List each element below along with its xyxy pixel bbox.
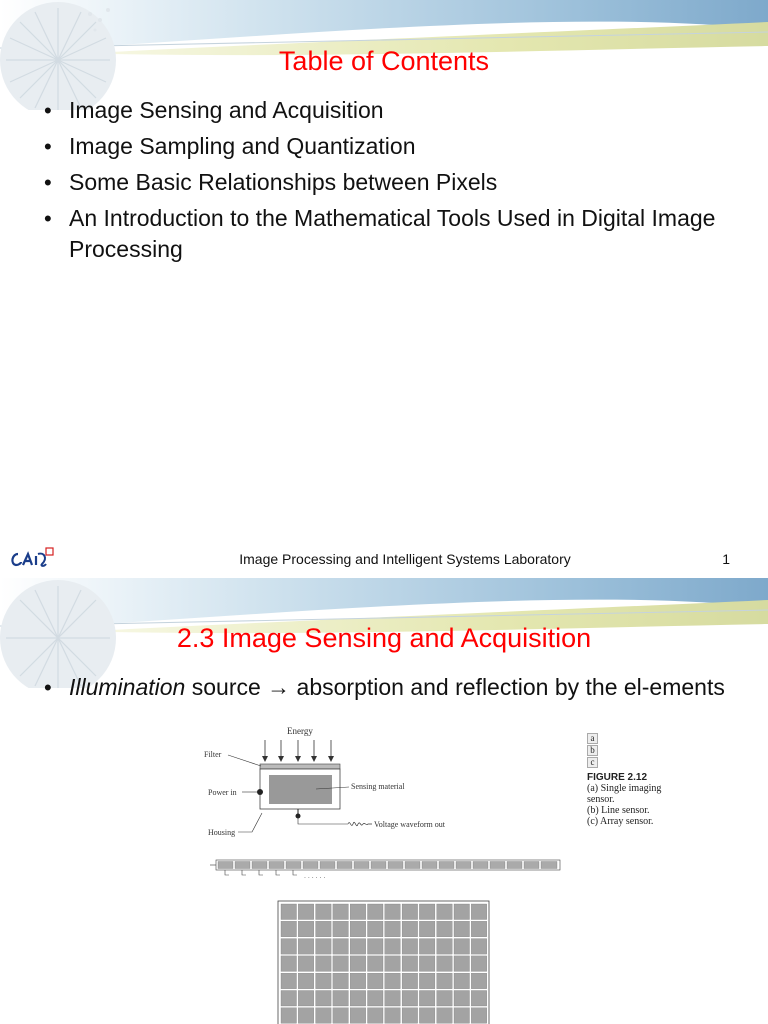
array-sensor-cell — [281, 939, 297, 955]
array-sensor-cell — [368, 973, 384, 989]
slide-footer — [0, 540, 768, 578]
array-sensor-cell — [316, 956, 332, 972]
bullet-emphasis: Illumination — [69, 674, 186, 700]
array-sensor-cell — [454, 973, 470, 989]
array-sensor-cell — [471, 921, 487, 937]
panel-label-c: c — [587, 757, 598, 768]
array-sensor-cell — [385, 904, 401, 920]
array-sensor-cell — [385, 1008, 401, 1024]
array-sensor-cell — [350, 973, 366, 989]
array-sensor-cell — [350, 991, 366, 1007]
array-sensor-cell — [471, 1008, 487, 1024]
bullet-text: source → absorption and reflection by the el-ements — [185, 674, 725, 700]
array-sensor-cell — [316, 904, 332, 920]
array-sensor-cell — [419, 956, 435, 972]
array-sensor-cell — [454, 904, 470, 920]
array-sensor-cell — [402, 1008, 418, 1024]
array-sensor-cell — [368, 1008, 384, 1024]
svg-text:. . . . . .: . . . . . . — [304, 873, 326, 880]
array-sensor-cell — [419, 991, 435, 1007]
array-sensor-cell — [298, 904, 314, 920]
array-sensor-cell — [402, 956, 418, 972]
bullet-item — [44, 672, 744, 703]
array-sensor-cell — [471, 904, 487, 920]
array-sensor-cell — [454, 939, 470, 955]
array-sensor-cell — [419, 973, 435, 989]
array-sensor-cell — [368, 956, 384, 972]
array-sensor-cell — [281, 991, 297, 1007]
array-sensor-cell — [471, 939, 487, 955]
panel-label-a: a — [587, 733, 598, 744]
array-sensor-cell — [350, 956, 366, 972]
array-sensor-cell — [281, 956, 297, 972]
toc-item: • Image Sampling and Quantization — [44, 131, 744, 162]
array-sensor-cell — [316, 921, 332, 937]
voltage-label: Voltage waveform out — [374, 820, 445, 829]
toc-item: • Image Sensing and Acquisition — [44, 95, 744, 126]
array-sensor-cell — [402, 921, 418, 937]
figure-number: FIGURE 2.12 — [587, 772, 648, 783]
array-sensor-cell — [333, 904, 349, 920]
array-sensor-cell — [419, 1008, 435, 1024]
array-sensor-cell — [333, 921, 349, 937]
slide-2 — [0, 578, 768, 1024]
array-sensor-cell — [281, 921, 297, 937]
array-sensor-cell — [454, 1008, 470, 1024]
sensor-figure — [200, 723, 570, 1024]
caption-a: (a) Single imaging sensor. — [587, 783, 662, 805]
caption-c: (c) Array sensor. — [587, 816, 654, 827]
array-sensor-cell — [368, 991, 384, 1007]
figure-caption — [587, 733, 677, 827]
array-sensor-cell — [437, 991, 453, 1007]
page-number: 1 — [722, 551, 730, 567]
array-sensor-cell — [368, 904, 384, 920]
housing-label: Housing — [208, 828, 236, 837]
array-sensor-cell — [316, 939, 332, 955]
array-sensor-cell — [316, 1008, 332, 1024]
array-sensor-cell — [385, 939, 401, 955]
toc-list — [44, 95, 744, 270]
panel-label-b: b — [587, 745, 598, 756]
array-sensor-cell — [385, 921, 401, 937]
array-sensor-cell — [437, 1008, 453, 1024]
array-sensor-cell — [333, 939, 349, 955]
array-sensor-cell — [368, 921, 384, 937]
array-sensor-cell — [298, 939, 314, 955]
array-sensor-cell — [333, 1008, 349, 1024]
array-sensor-cell — [298, 956, 314, 972]
array-sensor-cell — [385, 973, 401, 989]
array-sensor-cell — [281, 973, 297, 989]
toc-item: • Some Basic Relationships between Pixels — [44, 167, 744, 198]
array-sensor-cell — [437, 904, 453, 920]
array-sensor-cell — [471, 956, 487, 972]
array-sensor-cell — [402, 991, 418, 1007]
array-sensor-cell — [333, 973, 349, 989]
array-sensor-cell — [298, 991, 314, 1007]
array-sensor-cell — [419, 921, 435, 937]
array-sensor-cell — [402, 939, 418, 955]
array-sensor-cell — [298, 973, 314, 989]
array-sensor-cell — [350, 904, 366, 920]
array-sensor-cell — [298, 921, 314, 937]
array-sensor-cell — [402, 973, 418, 989]
slide-title: Table of Contents — [278, 46, 490, 76]
array-sensor-cell — [316, 991, 332, 1007]
array-sensor-cell — [419, 904, 435, 920]
array-sensor-cell — [454, 956, 470, 972]
array-sensor-cell — [281, 904, 297, 920]
array-sensor-cell — [471, 991, 487, 1007]
power-in-label: Power in — [208, 788, 237, 797]
array-sensor-cell — [368, 939, 384, 955]
array-sensor-cell — [333, 956, 349, 972]
array-sensor-cell — [454, 921, 470, 937]
energy-label: Energy — [287, 726, 313, 736]
sensing-material-label: Sensing material — [351, 782, 405, 791]
array-sensor-cell — [437, 973, 453, 989]
array-sensor-cell — [350, 921, 366, 937]
array-sensor-cell — [350, 1008, 366, 1024]
array-sensor-cell — [298, 1008, 314, 1024]
array-sensor-cell — [402, 904, 418, 920]
toc-item: • An Introduction to the Mathematical Tools Used in Digital Image Processing — [44, 203, 744, 265]
filter-label: Filter — [204, 750, 222, 759]
array-sensor-cell — [419, 939, 435, 955]
array-sensor-cell — [437, 939, 453, 955]
array-sensor-cell — [350, 939, 366, 955]
array-sensor-cell — [385, 956, 401, 972]
array-sensor-cell — [454, 991, 470, 1007]
panel-labels — [587, 733, 677, 768]
slide-title: 2.3 Image Sensing and Acquisition — [176, 623, 592, 653]
caption-b: (b) Line sensor. — [587, 805, 650, 816]
array-sensor-cell — [385, 991, 401, 1007]
bullet-list — [44, 672, 744, 708]
array-sensor-cell — [471, 973, 487, 989]
array-sensor-cell — [281, 1008, 297, 1024]
array-sensor-cell — [437, 921, 453, 937]
array-sensor-cell — [333, 991, 349, 1007]
array-sensor-cell — [316, 973, 332, 989]
array-sensor-cell — [437, 956, 453, 972]
footer-lab-name: Image Processing and Intelligent Systems Laboratory — [239, 551, 571, 567]
